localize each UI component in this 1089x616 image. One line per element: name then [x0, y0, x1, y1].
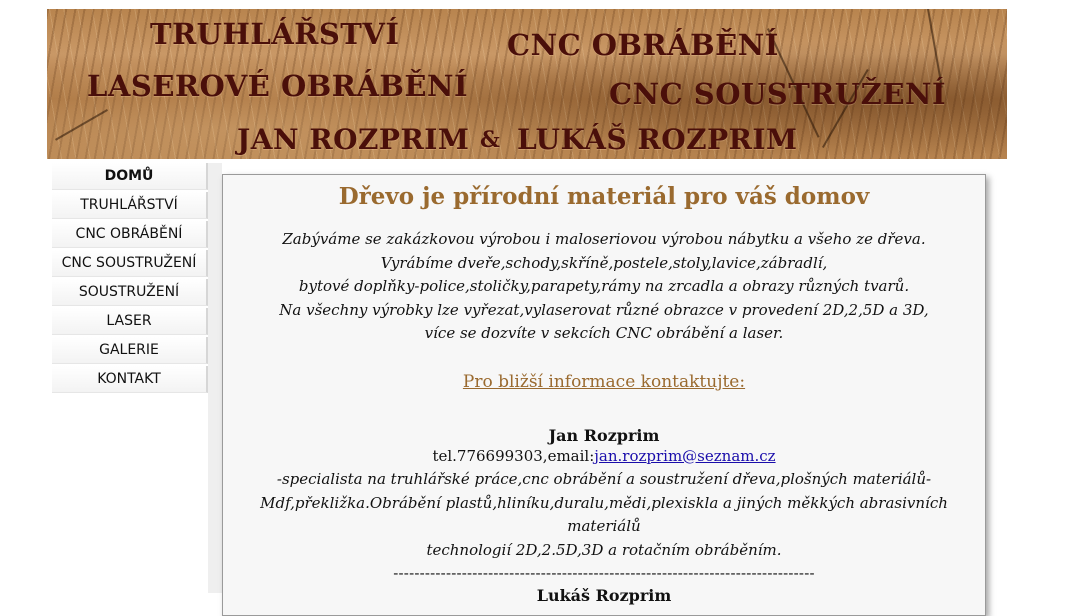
intro-text [223, 228, 985, 346]
menu-item-soustruzeni[interactable]: SOUSTRUŽENÍ [52, 279, 208, 306]
intro-line: Vyrábíme dveře,schody,skříně,postele,stoly,lavice,zábradlí, [380, 253, 828, 272]
menu-item-domu[interactable]: DOMŮ [52, 163, 208, 190]
banner-name-jan: JAN ROZPRIM [237, 123, 470, 156]
banner-laserove-obrabeni: LASEROVÉ OBRÁBĚNÍ [87, 69, 469, 103]
contact-info-jan [223, 445, 985, 469]
email-link-jan[interactable]: jan.rozprim@seznam.cz [594, 446, 776, 465]
intro-line: Zabýváme se zakázkovou výrobou i maloseriovou výrobou nábytku a všeho ze dřeva. [282, 230, 926, 248]
separator-line: -------------------------------------------------------------------------------- [393, 564, 815, 582]
person-name-jan: Jan Rozprim [548, 425, 660, 445]
header-banner [47, 9, 1007, 159]
page-title: Dřevo je přírodní materiál pro váš domov [338, 183, 870, 210]
banner-cnc-soustruzeni: CNC SOUSTRUŽENÍ [609, 77, 947, 111]
content-panel [222, 174, 986, 616]
intro-line: bytové doplňky-police,stoličky,parapety,rámy na zrcadla a obrazy různých tvarů. [298, 277, 910, 295]
banner-ampersand: & [480, 127, 501, 153]
banner-truhlarstvi: TRUHLÁŘSTVÍ [150, 17, 400, 51]
menu-item-kontakt[interactable]: KONTAKT [52, 366, 208, 393]
menu-item-galerie[interactable]: GALERIE [52, 337, 208, 364]
person-description-jan [223, 468, 985, 562]
menu-item-laser[interactable]: LASER [52, 308, 208, 335]
contact-link[interactable]: Pro bližší informace kontaktujte: [462, 371, 746, 392]
intro-line: Na všechny výrobky lze vyřezat,vylaserovat různé obrazce v provedení 2D,2,5D a 3D, [279, 300, 929, 319]
person-name-lukas: Lukáš Rozprim [536, 586, 672, 605]
content-side-strip [208, 163, 222, 593]
phone-text: tel.776699303,email: [432, 446, 595, 465]
sidebar-menu [52, 163, 208, 395]
menu-item-cnc-soustruzeni[interactable]: CNC SOUSTRUŽENÍ [52, 250, 208, 277]
menu-item-truhlarstvi[interactable]: TRUHLÁŘSTVÍ [52, 192, 208, 219]
banner-cnc-obrabeni: CNC OBRÁBĚNÍ [507, 28, 779, 62]
banner-name-lukas: LUKÁŠ ROZPRIM [517, 123, 798, 156]
menu-item-cnc-obrabeni[interactable]: CNC OBRÁBĚNÍ [52, 221, 208, 248]
description-line: technologií 2D,2.5D,3D a rotačním obráběním. [426, 540, 782, 559]
description-line: Mdf,překližka.Obrábění plastů,hliníku,duralu,mědi,plexiskla a jiných měkkých abrasivních materiálů [260, 493, 948, 535]
intro-line: více se dozvíte v sekcích CNC obrábění a laser. [424, 324, 784, 342]
description-line: -specialista na truhlářské práce,cnc obrábění a soustružení dřeva,plošných materiálů- [276, 470, 932, 488]
